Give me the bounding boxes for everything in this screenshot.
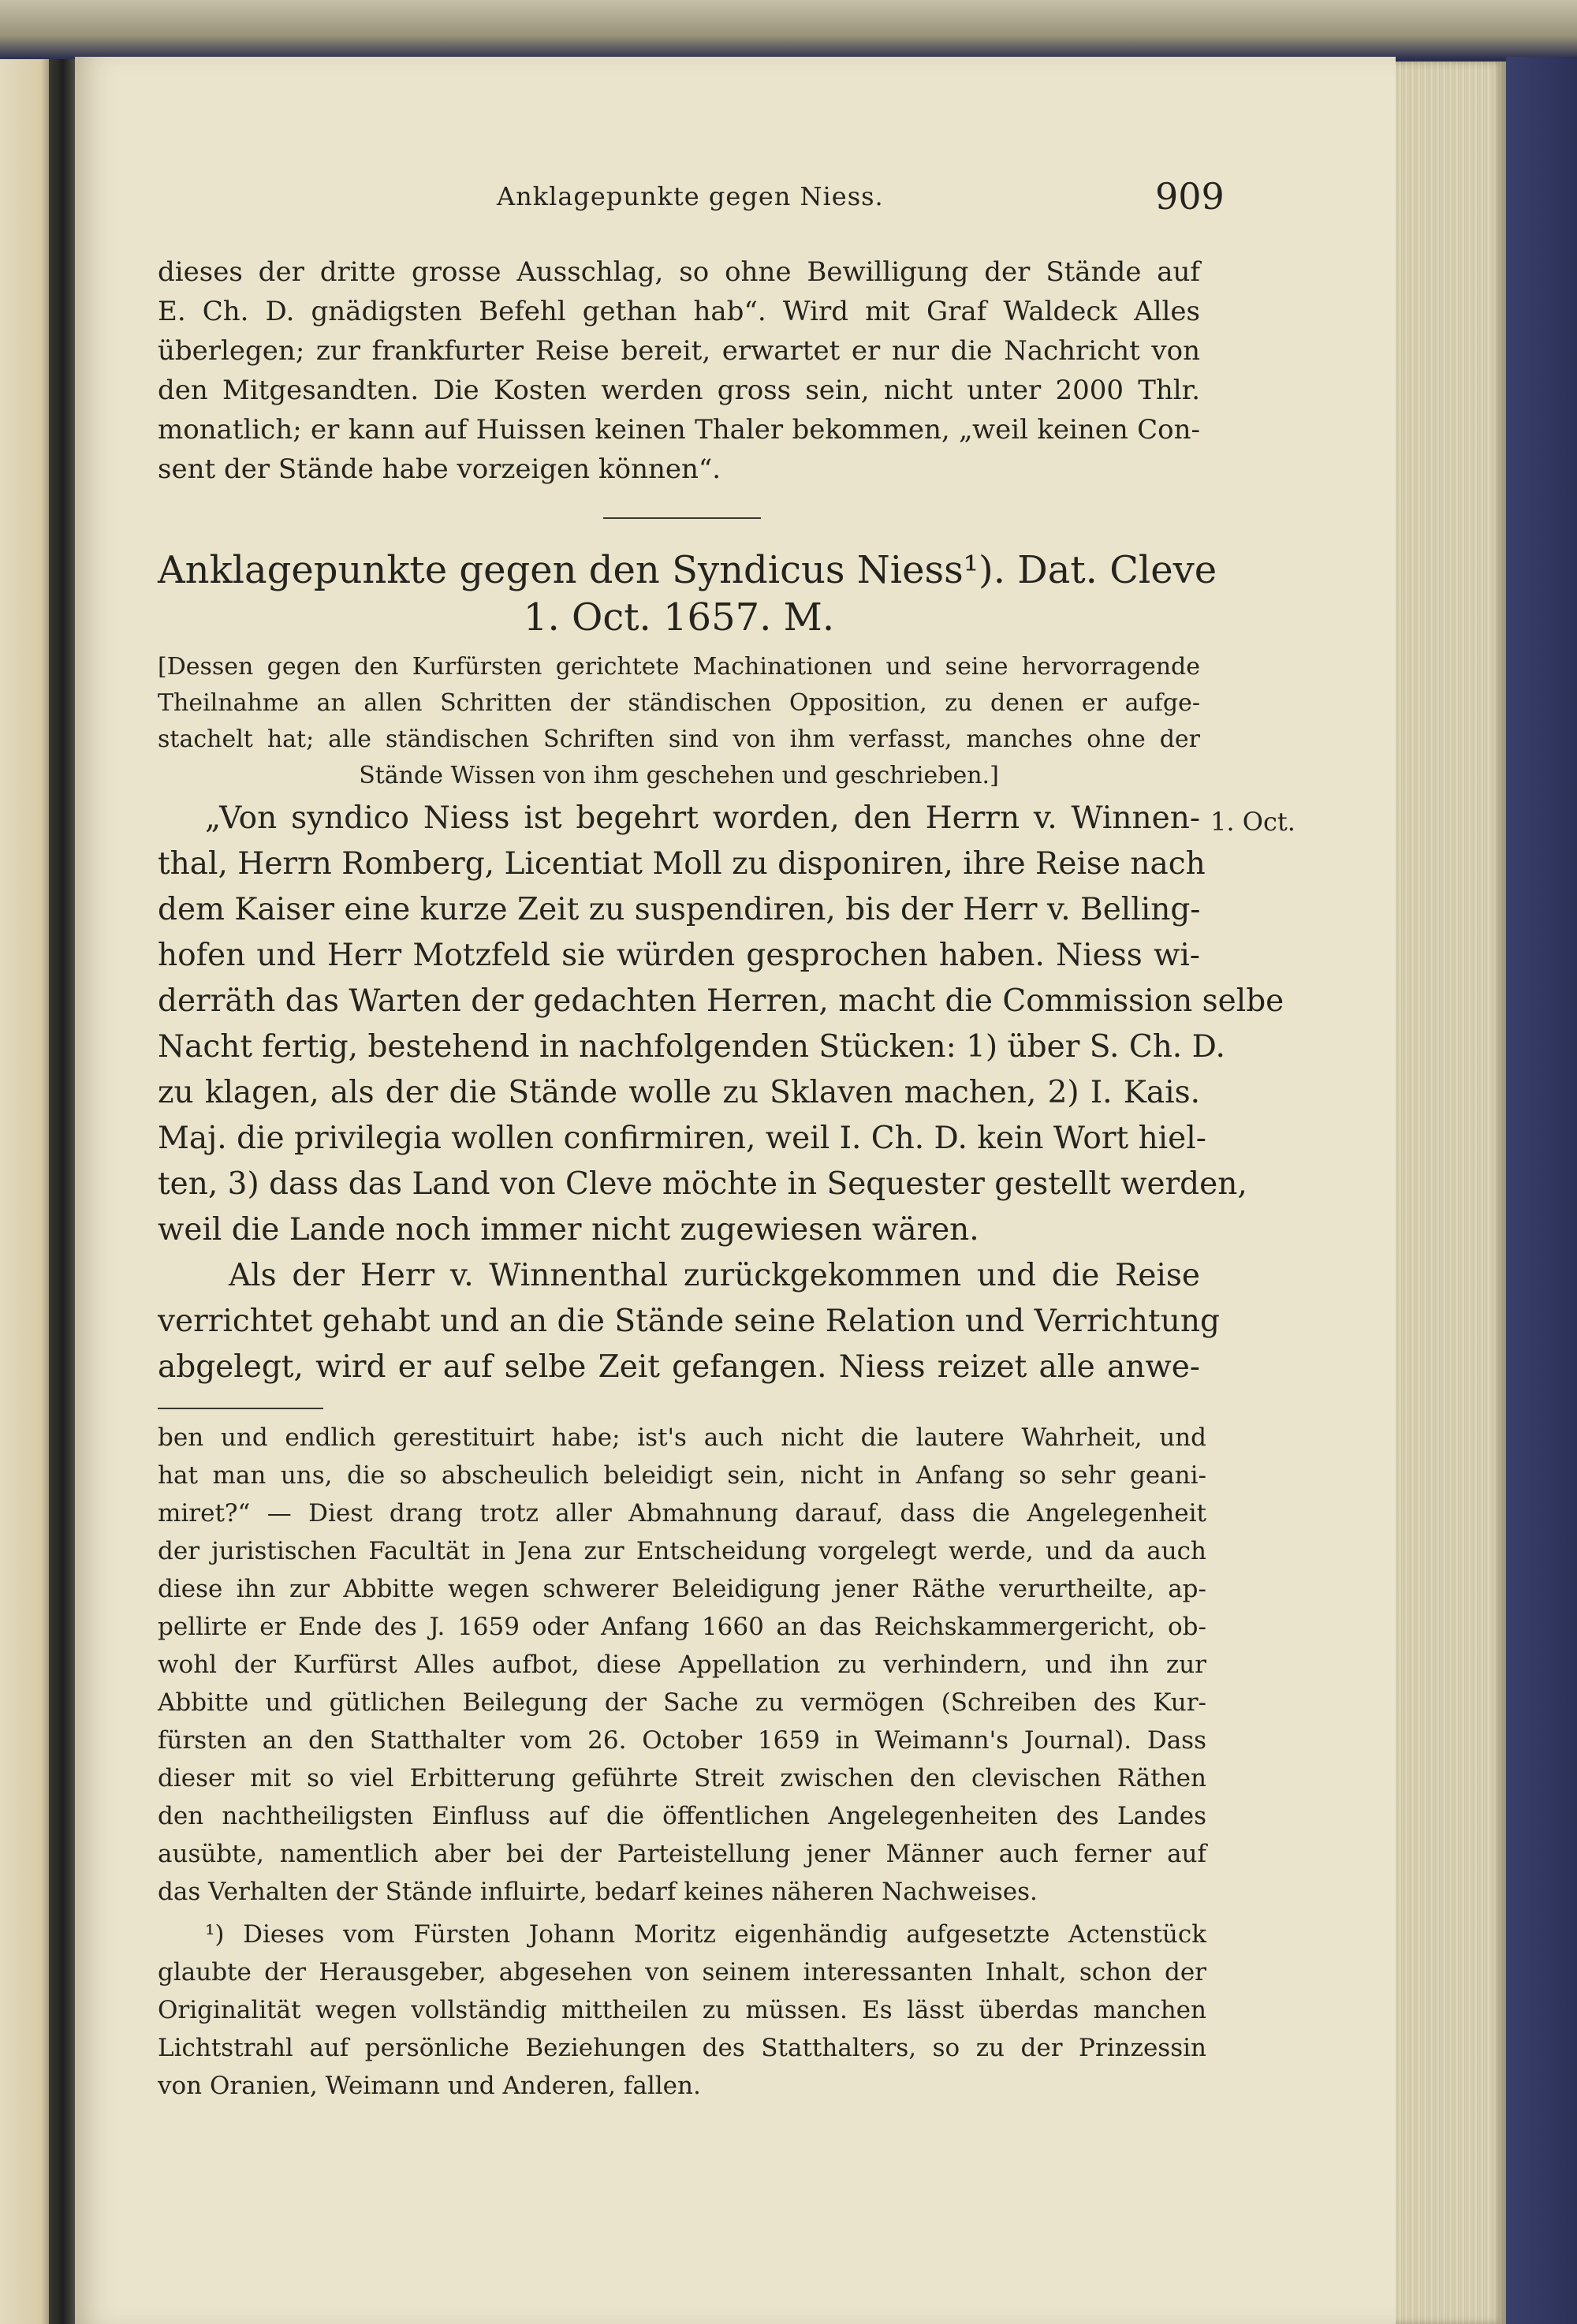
footnote-line: ¹) Dieses vom Fürsten Johann Moritz eigenhändig aufgesetzte Actenstück [205, 1920, 1206, 1949]
book-cover-edge [1506, 57, 1577, 2324]
footnote-line: den nachtheiligsten Einfluss auf die öffentlichen Angelegenheiten des Landes [158, 1802, 1206, 1830]
text-line: verrichtet gehabt und an die Stände seine Relation und Verrichtung [158, 1304, 1220, 1339]
footnote-line: pellirte er Ende des J. 1659 oder Anfang 1660 an das Reichskammergericht, ob- [158, 1613, 1206, 1641]
text-line: hofen und Herr Motzfeld sie würden gesprochen haben. Niess wi- [158, 938, 1200, 973]
footnote-line: Abbitte und gütlichen Beilegung der Sache zu vermögen (Schreiben des Kur- [158, 1688, 1206, 1717]
text-line: überlegen; zur frankfurter Reise bereit, erwartet er nur die Nachricht von [158, 335, 1200, 367]
text-line: abgelegt, wird er auf selbe Zeit gefangen. Niess reizet alle anwe- [158, 1349, 1200, 1385]
footnote-divider [158, 1408, 323, 1409]
text-line: „Von syndico Niess ist begehrt worden, den Herrn v. Winnen- [205, 800, 1200, 836]
footnote-line: ausübte, namentlich aber bei der Parteistellung jener Männer auch ferner auf [158, 1840, 1206, 1868]
footnote-line: wohl der Kurfürst Alles aufbot, diese Appellation zu verhindern, und ihn zur [158, 1651, 1206, 1679]
footnote-line: das Verhalten der Stände influirte, bedarf keines näheren Nachweises. [158, 1878, 1038, 1906]
text-line: den Mitgesandten. Die Kosten werden gross sein, nicht unter 2000 Thlr. [158, 375, 1200, 406]
footnote-line: ben und endlich gerestituirt habe; ist's auch nicht die lautere Wahrheit, und [158, 1423, 1206, 1452]
section-title-line-1: Anklagepunkte gegen den Syndicus Niess¹). Dat. Cleve [158, 548, 1217, 592]
text-line: E. Ch. D. gnädigsten Befehl gethan hab“. Wird mit Graf Waldeck Alles [158, 296, 1200, 327]
footnote-line: Originalität wegen vollständig mittheilen zu müssen. Es lässt überdas manchen [158, 1996, 1206, 2024]
footnote-line: Lichtstrahl auf persönliche Beziehungen des Statthalters, so zu der Prinzessin [158, 2034, 1206, 2062]
page-stack-edges [1396, 62, 1506, 2324]
top-background [0, 0, 1577, 59]
footnote-line: hat man uns, die so abscheulich beleidigt sein, nicht in Anfang so sehr geani- [158, 1461, 1206, 1490]
text-line: dem Kaiser eine kurze Zeit zu suspendiren, bis der Herr v. Belling- [158, 892, 1201, 927]
book-gutter [49, 59, 77, 2324]
section-divider [603, 517, 761, 519]
text-line: Als der Herr v. Winnenthal zurückgekommen und die Reise [229, 1258, 1200, 1293]
text-line: stachelt hat; alle ständischen Schriften sind von ihm verfasst, manches ohne der [158, 726, 1200, 753]
text-line: weil die Lande noch immer nicht zugewiesen wären. [158, 1212, 979, 1248]
footnote-line: diese ihn zur Abbitte wegen schwerer Beleidigung jener Räthe verurtheilte, ap- [158, 1575, 1206, 1603]
text-line: [Dessen gegen den Kurfürsten gerichtete Machinationen und seine hervorragende [158, 653, 1200, 681]
text-line: dieses der dritte grosse Ausschlag, so ohne Bewilligung der Stände auf [158, 256, 1200, 288]
text-line: monatlich; er kann auf Huissen keinen Thaler bekommen, „weil keinen Con- [158, 414, 1200, 446]
text-line: zu klagen, als der die Stände wolle zu Sklaven machen, 2) I. Kais. [158, 1075, 1200, 1110]
page-number: 909 [1155, 175, 1225, 218]
footnote-line: glaubte der Herausgeber, abgesehen von seinem interessanten Inhalt, schon der [158, 1958, 1206, 1986]
footnote-line: miret?“ — Diest drang trotz aller Abmahnung darauf, dass die Angelegenheit [158, 1499, 1206, 1528]
text-line: ten, 3) dass das Land von Cleve möchte in Sequester gestellt werden, [158, 1166, 1247, 1202]
running-head: Anklagepunkte gegen Niess. [497, 181, 884, 211]
text-line: derräth das Warten der gedachten Herren, macht die Commission selbe [158, 983, 1284, 1019]
footnote-line: dieser mit so viel Erbitterung geführte Streit zwischen den clevischen Räthen [158, 1764, 1206, 1792]
margin-date-note: 1. Oct. [1210, 807, 1296, 837]
text-line: Maj. die privilegia wollen confirmiren, weil I. Ch. D. kein Wort hiel- [158, 1121, 1206, 1156]
text-line: Nacht fertig, bestehend in nachfolgenden Stücken: 1) über S. Ch. D. [158, 1029, 1225, 1065]
footnote-line: der juristischen Facultät in Jena zur Entscheidung vorgelegt werde, und da auch [158, 1537, 1206, 1565]
text-line: thal, Herrn Romberg, Licentiat Moll zu disponiren, ihre Reise nach [158, 846, 1206, 882]
footnote-line: von Oranien, Weimann und Anderen, fallen. [158, 2072, 701, 2100]
footnote-line: fürsten an den Statthalter vom 26. October 1659 in Weimann's Journal). Dass [158, 1726, 1206, 1755]
text-line: sent der Stände habe vorzeigen können“. [158, 453, 721, 485]
text-line: Theilnahme an allen Schritten der ständischen Opposition, zu denen er aufge- [158, 689, 1200, 717]
text-line: Stände Wissen von ihm geschehen und geschrieben.] [359, 762, 999, 789]
section-title-line-2: 1. Oct. 1657. M. [523, 595, 835, 640]
